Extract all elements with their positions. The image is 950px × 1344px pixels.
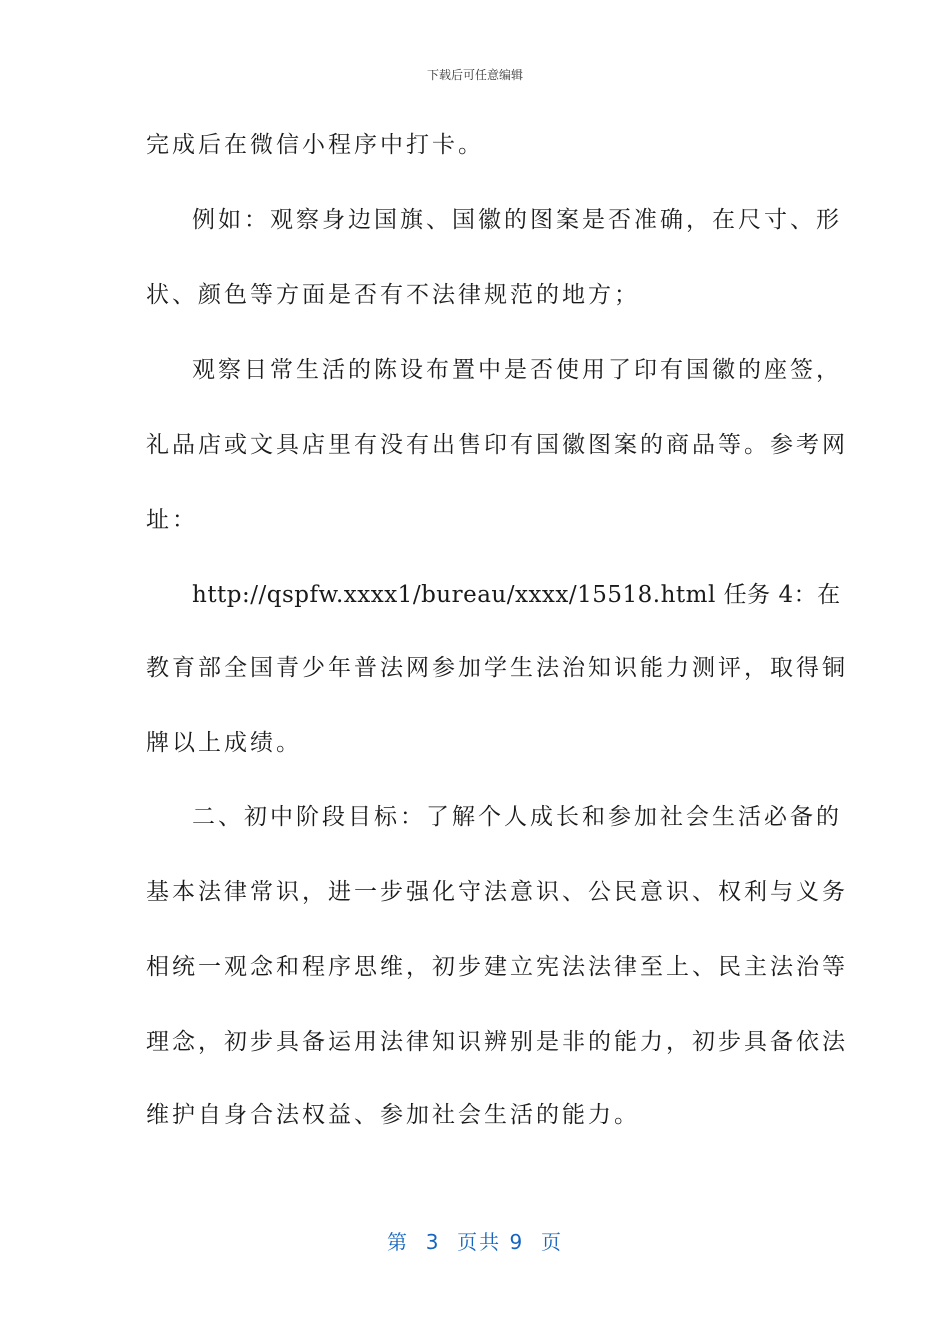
- body-line-url: http://qspfw.xxxx1/bureau/xxxx/15518.html 任务 4：在: [192, 582, 841, 608]
- body-line: 牌以上成绩。: [146, 730, 302, 756]
- body-line: 维护自身合法权益、参加社会生活的能力。: [146, 1102, 640, 1128]
- body-line: 相统一观念和程序思维，初步建立宪法法律至上、民主法治等: [146, 954, 848, 980]
- body-line: 理念，初步具备运用法律知识辨别是非的能力，初步具备依法: [146, 1029, 848, 1055]
- body-line: 基本法律常识，进一步强化守法意识、公民意识、权利与义务: [146, 879, 848, 905]
- body-line: 例如：观察身边国旗、国徽的图案是否准确，在尺寸、形: [192, 207, 842, 233]
- body-line: 完成后在微信小程序中打卡。: [146, 132, 484, 158]
- page-indicator: 第 3 页共 9 页: [387, 1230, 563, 1254]
- body-line: 状、颜色等方面是否有不法律规范的地方；: [146, 282, 640, 308]
- body-line: 教育部全国青少年普法网参加学生法治知识能力测评，取得铜: [146, 655, 848, 681]
- body-line: 礼品店或文具店里有没有出售印有国徽图案的商品等。参考网: [146, 432, 848, 458]
- body-line: 观察日常生活的陈设布置中是否使用了印有国徽的座签，: [192, 357, 842, 383]
- header-note: 下载后可任意编辑: [426, 68, 523, 82]
- body-line: 二、初中阶段目标：了解个人成长和参加社会生活必备的: [192, 804, 842, 830]
- body-line: 址：: [146, 507, 198, 533]
